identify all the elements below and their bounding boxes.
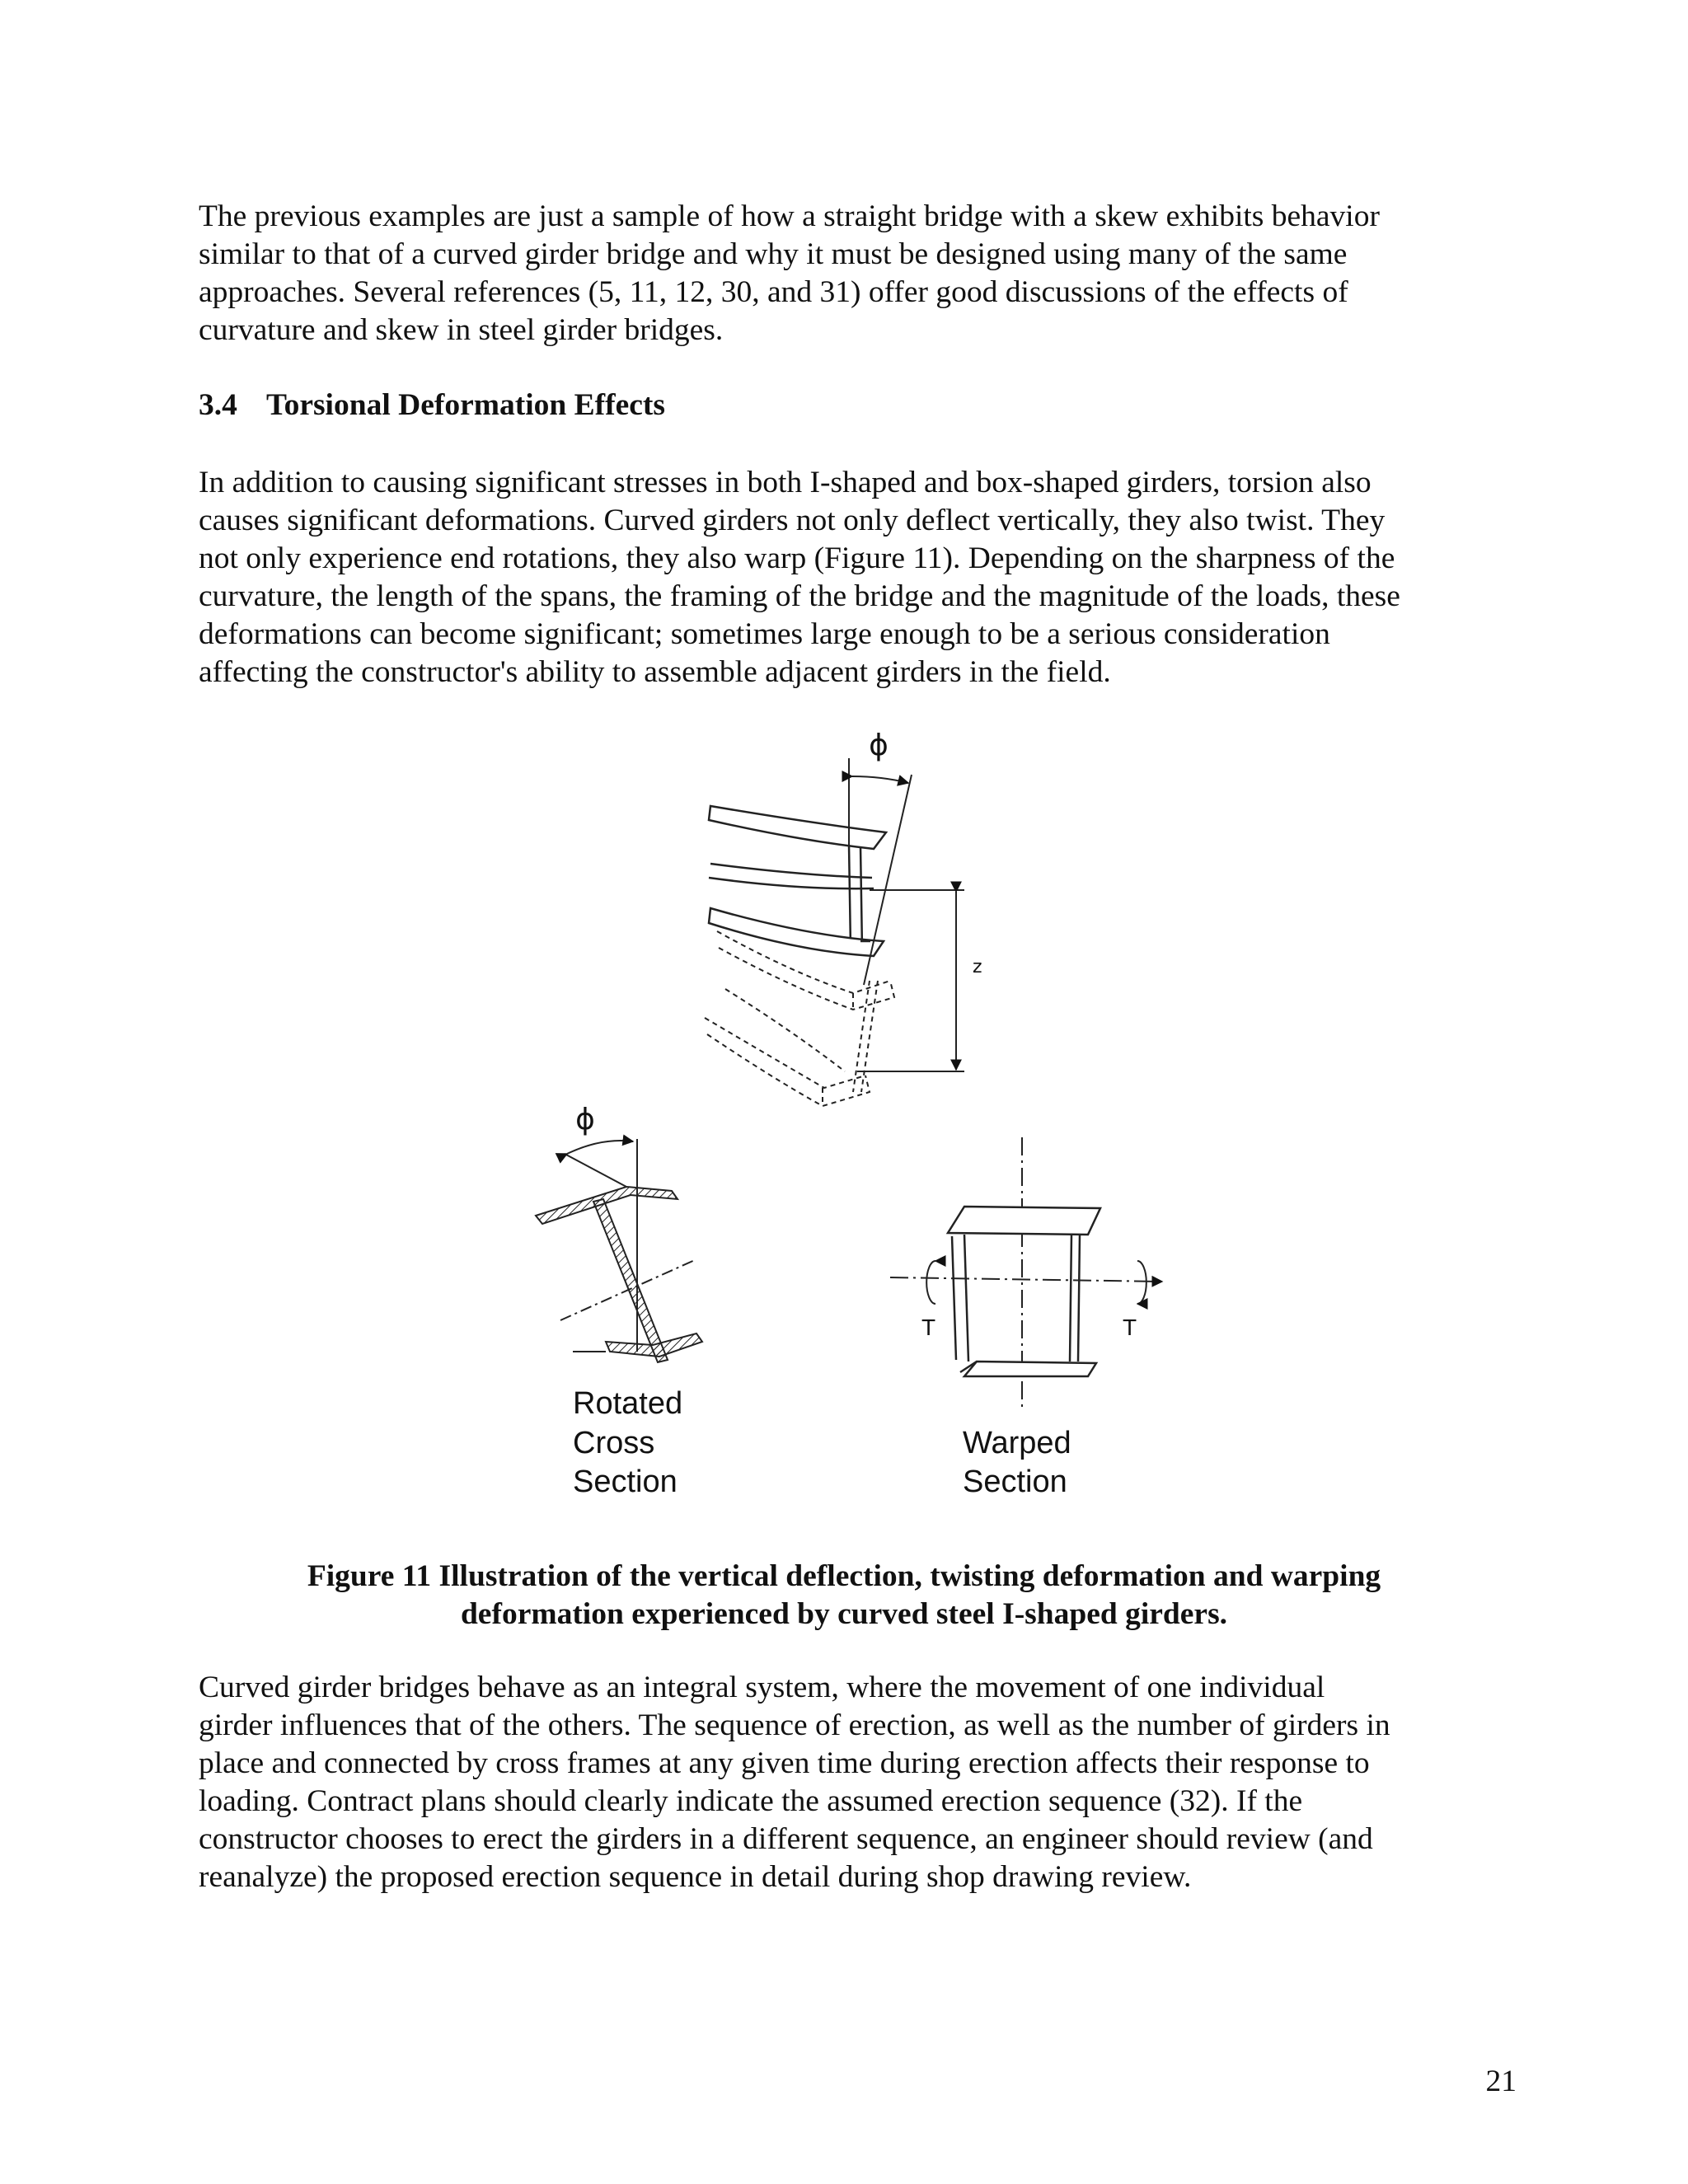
text-line: In addition to causing significant stresses in both I-shaped and box-shaped girders, torsion also (199, 466, 1372, 499)
page-number: 21 (1485, 2064, 1517, 2098)
girder-deformation-drawing (528, 725, 1203, 1516)
rotated-cross-section (536, 1139, 702, 1362)
label-line: Section (573, 1465, 678, 1499)
label-line: Section (963, 1465, 1067, 1499)
label-line: Cross (573, 1426, 655, 1460)
text-line: place and connected by cross frames at any given time during erection affects their response to (199, 1746, 1370, 1780)
phi-label-top: ϕ (869, 729, 889, 762)
caption-line: deformation experienced by curved steel I-shaped girders. (460, 1597, 1228, 1631)
section-number: 3.4 (199, 388, 237, 422)
text-line: causes significant deformations. Curved girders not only deflect vertically, they also twist. They (199, 504, 1386, 537)
text-line: loading. Contract plans should clearly indicate the assumed erection sequence (32). If the (199, 1784, 1303, 1818)
text-line: curvature, the length of the spans, the framing of the bridge and the magnitude of the loads, these (199, 579, 1400, 613)
text-line: curvature and skew in steel girder bridges. (199, 313, 724, 347)
section-heading (199, 387, 665, 423)
text-line: not only experience end rotations, they also warp (Figure 11). Depending on the sharpness of the (199, 541, 1395, 575)
label-line: Warped (963, 1426, 1071, 1460)
phi-label-rotated: ϕ (575, 1103, 595, 1137)
rotated-section-label (573, 1386, 682, 1499)
text-line: girder influences that of the others. The sequence of erection, as well as the number of girders in (199, 1708, 1390, 1742)
text-line: The previous examples are just a sample of how a straight bridge with a skew exhibits behavior (199, 199, 1380, 233)
paragraph-torsional-deformations (199, 464, 1517, 691)
text-line: reanalyze) the proposed erection sequence in detail during shop drawing review. (199, 1860, 1192, 1894)
text-line: Curved girder bridges behave as an integral system, where the movement of one individual (199, 1671, 1325, 1704)
text-line: constructor chooses to erect the girders in a different sequence, an engineer should review (and (199, 1822, 1373, 1856)
caption-line: Figure 11 Illustration of the vertical deflection, twisting deformation and warping (307, 1559, 1381, 1593)
paragraph-integral-system (199, 1669, 1517, 1896)
deflection-dimension-z (857, 890, 964, 1071)
figure-caption (199, 1558, 1489, 1633)
figure-11-diagram (528, 725, 1203, 1516)
text-line: approaches. Several references (5, 11, 12, 30, and 31) offer good discussions of the effects of (199, 275, 1348, 309)
paragraph-skew-behavior (199, 198, 1517, 349)
torque-label-left: T (921, 1315, 936, 1340)
curved-girder (709, 806, 886, 956)
text-line: affecting the constructor's ability to assemble adjacent girders in the field. (199, 655, 1111, 689)
warped-section-label (963, 1426, 1071, 1499)
torque-label-right: T (1123, 1315, 1137, 1340)
z-label: z (973, 957, 982, 977)
deflected-girder-dashed (705, 931, 894, 1106)
section-title: Torsional Deformation Effects (266, 388, 665, 422)
label-line: Rotated (573, 1386, 683, 1421)
text-line: similar to that of a curved girder bridge and why it must be designed using many of the same (199, 237, 1348, 271)
warped-section (890, 1137, 1162, 1409)
text-line: deformations can become significant; sometimes large enough to be a serious consideration (199, 617, 1330, 651)
